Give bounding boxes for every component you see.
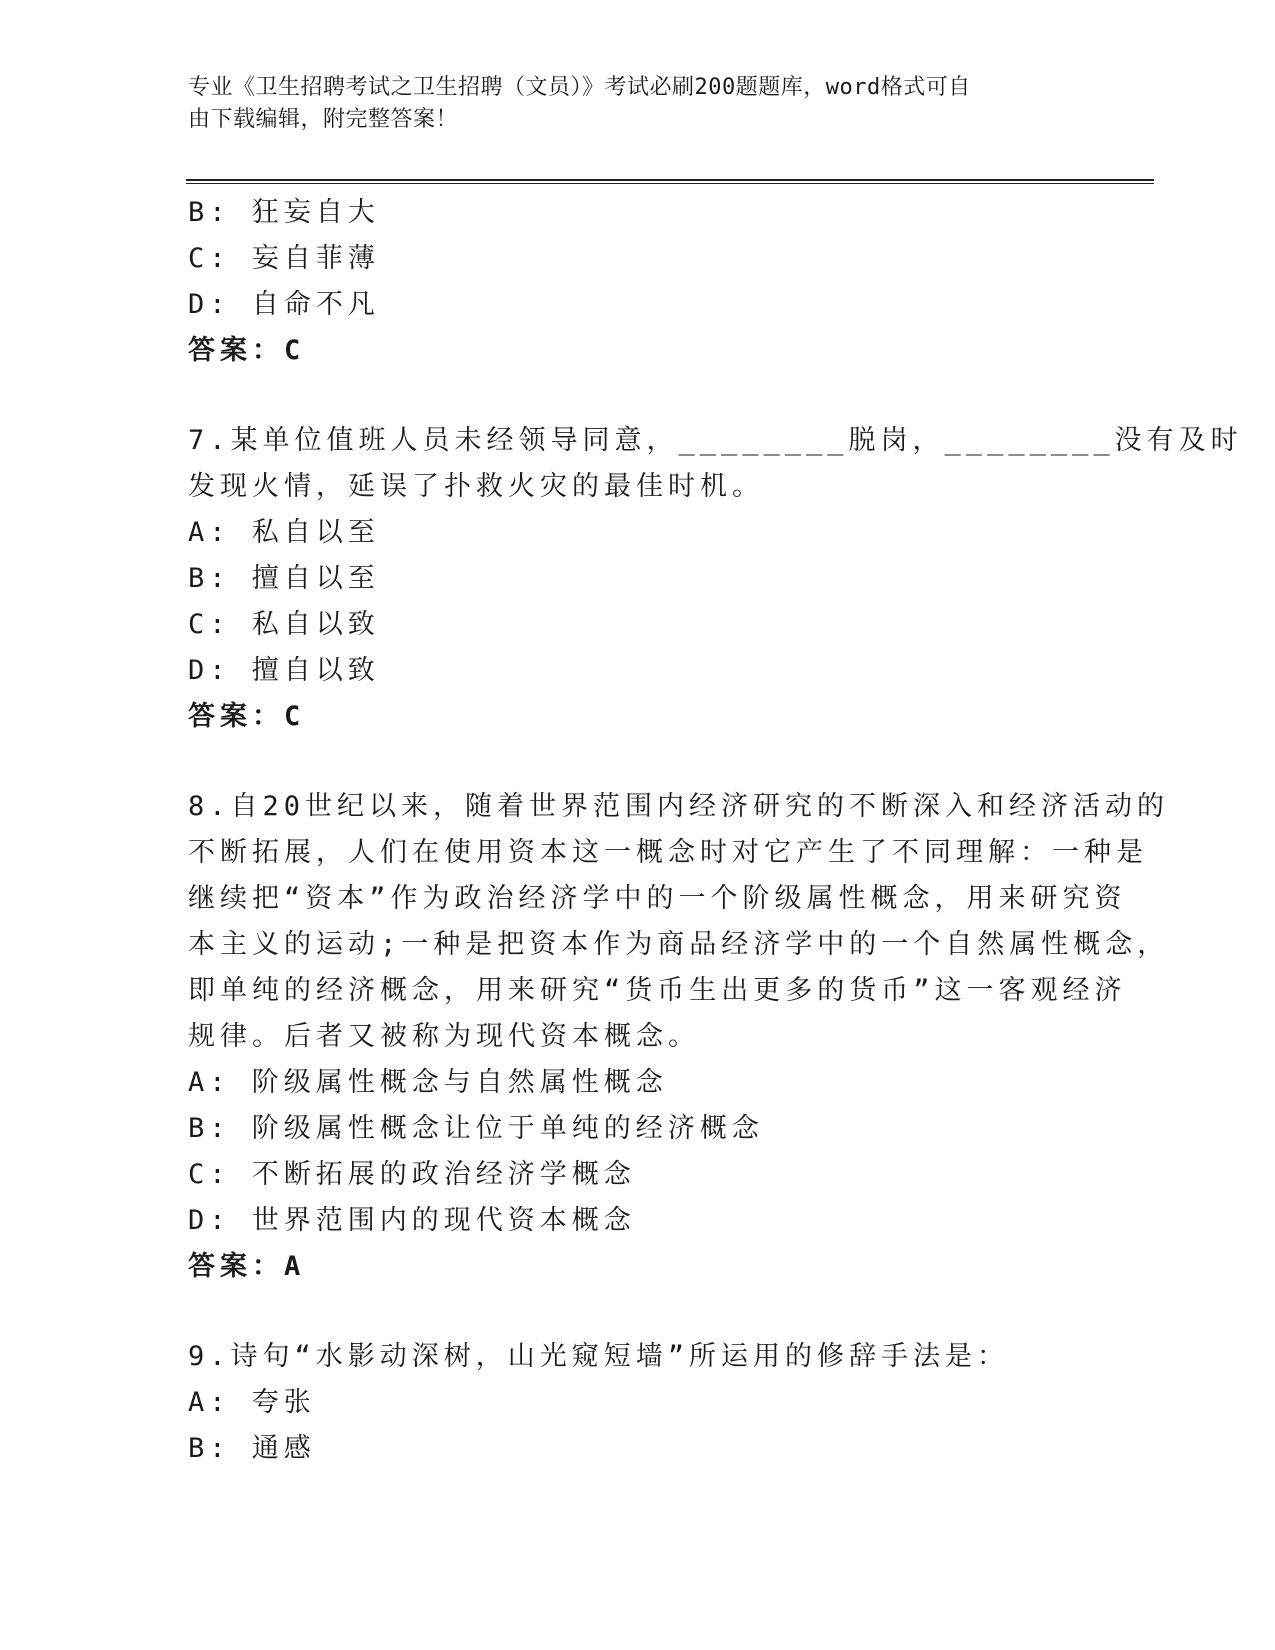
option-b: B: 擅自以至	[188, 563, 380, 594]
question-stem-line: 不断拓展，人们在使用资本这一概念时对它产生了不同理解：一种是	[188, 837, 1148, 868]
question-6-tail	[188, 190, 1088, 374]
option-b: B: 通感	[188, 1433, 316, 1464]
answer: 答案：C	[188, 335, 306, 366]
option-a: A: 夸张	[188, 1387, 316, 1418]
option-a: A: 阶级属性概念与自然属性概念	[188, 1067, 668, 1098]
option-c: C: 妄自菲薄	[188, 243, 380, 274]
question-stem-line: 继续把“资本”作为政治经济学中的一个阶级属性概念，用来研究资	[188, 883, 1127, 914]
option-d: D: 世界范围内的现代资本概念	[188, 1205, 636, 1236]
header-divider-thick	[186, 179, 1154, 181]
question-list	[188, 190, 1243, 1472]
option-b: B: 狂妄自大	[188, 197, 380, 228]
header-divider-thin	[186, 183, 1154, 184]
option-c: C: 不断拓展的政治经济学概念	[188, 1159, 636, 1190]
question-stem-line: 发现火情，延误了扑救火灾的最佳时机。	[188, 471, 764, 502]
option-d: D: 擅自以致	[188, 655, 380, 686]
header-line-1: 专业《卫生招聘考试之卫生招聘（文员）》考试必刷200题题库，word格式可自	[188, 75, 971, 100]
answer: 答案：C	[188, 701, 306, 732]
question-9	[188, 1334, 1088, 1472]
header-line-2: 由下载编辑，附完整答案！	[188, 107, 459, 132]
document-header	[188, 72, 1088, 136]
option-c: C: 私自以致	[188, 609, 380, 640]
question-stem-line: 规律。后者又被称为现代资本概念。	[188, 1021, 700, 1052]
option-d: D: 自命不凡	[188, 289, 380, 320]
question-stem-line: 8.自20世纪以来，随着世界范围内经济研究的不断深入和经济活动的	[188, 791, 1170, 822]
question-7	[188, 418, 1243, 740]
question-stem-line: 7.某单位值班人员未经领导同意，________脱岗，________没有及时	[188, 425, 1243, 456]
option-b: B: 阶级属性概念让位于单纯的经济概念	[188, 1113, 764, 1144]
question-stem-line: 即单纯的经济概念，用来研究“货币生出更多的货币”这一客观经济	[188, 975, 1127, 1006]
question-stem-line: 本主义的运动;一种是把资本作为商品经济学中的一个自然属性概念，	[188, 929, 1170, 960]
question-8	[188, 784, 1170, 1290]
answer: 答案：A	[188, 1251, 306, 1282]
option-a: A: 私自以至	[188, 517, 380, 548]
question-stem-line: 9.诗句“水影动深树，山光窥短墙”所运用的修辞手法是：	[188, 1341, 1010, 1372]
